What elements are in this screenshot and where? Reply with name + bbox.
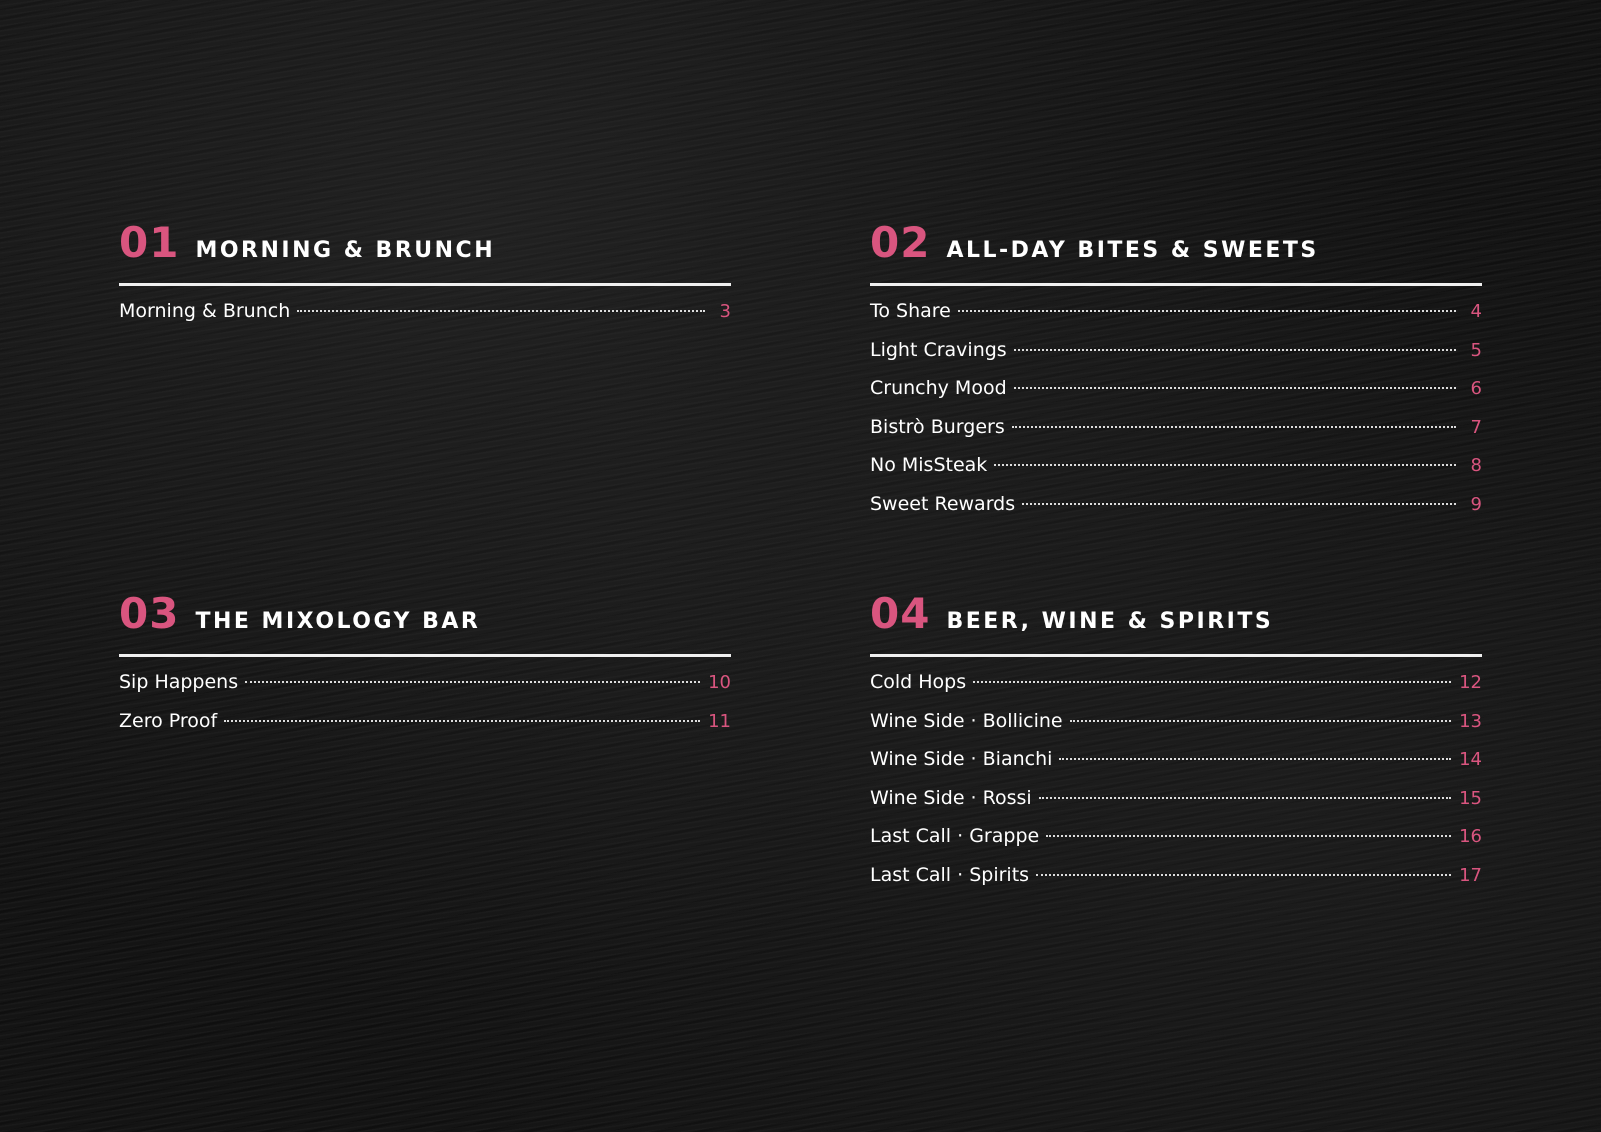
toc-entry[interactable] — [870, 671, 1482, 710]
section-divider — [870, 654, 1482, 657]
section-divider — [119, 654, 731, 657]
section-morning-brunch — [119, 218, 731, 339]
toc-entry-name: Sweet Rewards — [870, 492, 1016, 515]
section-header — [119, 218, 731, 277]
section-header — [870, 589, 1482, 648]
dot-leader — [224, 720, 700, 722]
toc-entry[interactable] — [870, 864, 1482, 903]
dot-leader — [1046, 835, 1451, 837]
section-number: 02 — [870, 218, 931, 267]
toc-entry-page: 5 — [1470, 339, 1482, 361]
toc-entry-name: Zero Proof — [119, 709, 218, 732]
toc-entry-name: Sip Happens — [119, 671, 239, 693]
toc-entry-name: No MisSteak — [870, 454, 988, 476]
toc-entry[interactable] — [870, 710, 1482, 749]
dot-leader — [1014, 387, 1456, 389]
toc-entry-page: 9 — [1470, 493, 1482, 515]
section-divider — [870, 283, 1482, 286]
dot-leader — [1022, 503, 1456, 505]
toc-entry[interactable] — [119, 710, 731, 749]
section-divider — [119, 283, 731, 286]
toc-entry-page: 12 — [1459, 672, 1482, 693]
section-all-day-bites — [870, 218, 1482, 531]
section-number: 01 — [119, 218, 180, 267]
section-header — [119, 589, 731, 648]
dot-leader — [1012, 426, 1456, 428]
toc-entry-name: Cold Hops — [870, 671, 967, 693]
section-title: BEER, WINE & SPIRITS — [946, 609, 1274, 634]
toc-entry-page: 13 — [1459, 710, 1482, 732]
toc-entry[interactable] — [870, 339, 1482, 378]
dot-leader — [973, 681, 1451, 683]
toc-entry-name: Morning & Brunch — [119, 300, 291, 322]
toc-entry-name: Last Call · Spirits — [870, 863, 1030, 886]
toc-entry-name: Light Cravings — [870, 338, 1007, 361]
toc-entry[interactable] — [870, 454, 1482, 493]
toc-entry-page: 3 — [719, 301, 731, 322]
dot-leader — [958, 310, 1456, 312]
toc-entry-page: 17 — [1459, 864, 1482, 886]
dot-leader — [1070, 720, 1452, 722]
toc-entry-name: Wine Side · Bianchi — [870, 748, 1053, 770]
dot-leader — [1036, 874, 1451, 876]
toc-entry-page: 14 — [1459, 749, 1482, 770]
section-mixology-bar — [119, 589, 731, 748]
section-header — [870, 218, 1482, 277]
section-title: ALL-DAY BITES & SWEETS — [946, 238, 1319, 263]
toc-entry-page: 16 — [1459, 826, 1482, 847]
toc-entry-page: 8 — [1470, 455, 1482, 476]
section-number: 03 — [119, 589, 180, 638]
toc-entry-page: 7 — [1470, 416, 1482, 438]
dot-leader — [245, 681, 700, 683]
toc-entry-name: Bistrò Burgers — [870, 415, 1005, 438]
toc-entry-name: Last Call · Grappe — [870, 825, 1040, 847]
toc-entry[interactable] — [119, 671, 731, 710]
dot-leader — [1014, 349, 1456, 351]
toc-entry-name: Crunchy Mood — [870, 377, 1007, 399]
toc-entry-name: To Share — [870, 300, 951, 322]
toc-entry-name: Wine Side · Rossi — [870, 786, 1032, 809]
toc-entry[interactable] — [870, 787, 1482, 826]
toc-entry[interactable] — [870, 748, 1482, 787]
section-title: MORNING & BRUNCH — [195, 238, 496, 263]
toc-entry-name: Wine Side · Bollicine — [870, 709, 1063, 732]
toc-entry[interactable] — [870, 825, 1482, 864]
toc-entry[interactable] — [119, 300, 731, 339]
toc-entry[interactable] — [870, 300, 1482, 339]
toc-entry-page: 11 — [708, 710, 731, 732]
section-title: THE MIXOLOGY BAR — [195, 609, 481, 634]
dot-leader — [1059, 758, 1451, 760]
section-beer-wine-spirits — [870, 589, 1482, 902]
toc-entry[interactable] — [870, 493, 1482, 532]
toc-entry[interactable] — [870, 416, 1482, 455]
toc-entry-page: 15 — [1459, 787, 1482, 809]
toc-entry[interactable] — [870, 377, 1482, 416]
dot-leader — [297, 310, 705, 312]
toc-entry-page: 6 — [1470, 378, 1482, 399]
toc-entry-page: 10 — [708, 672, 731, 693]
section-number: 04 — [870, 589, 931, 638]
dot-leader — [994, 464, 1456, 466]
dot-leader — [1039, 797, 1451, 799]
toc-entry-page: 4 — [1470, 301, 1482, 322]
